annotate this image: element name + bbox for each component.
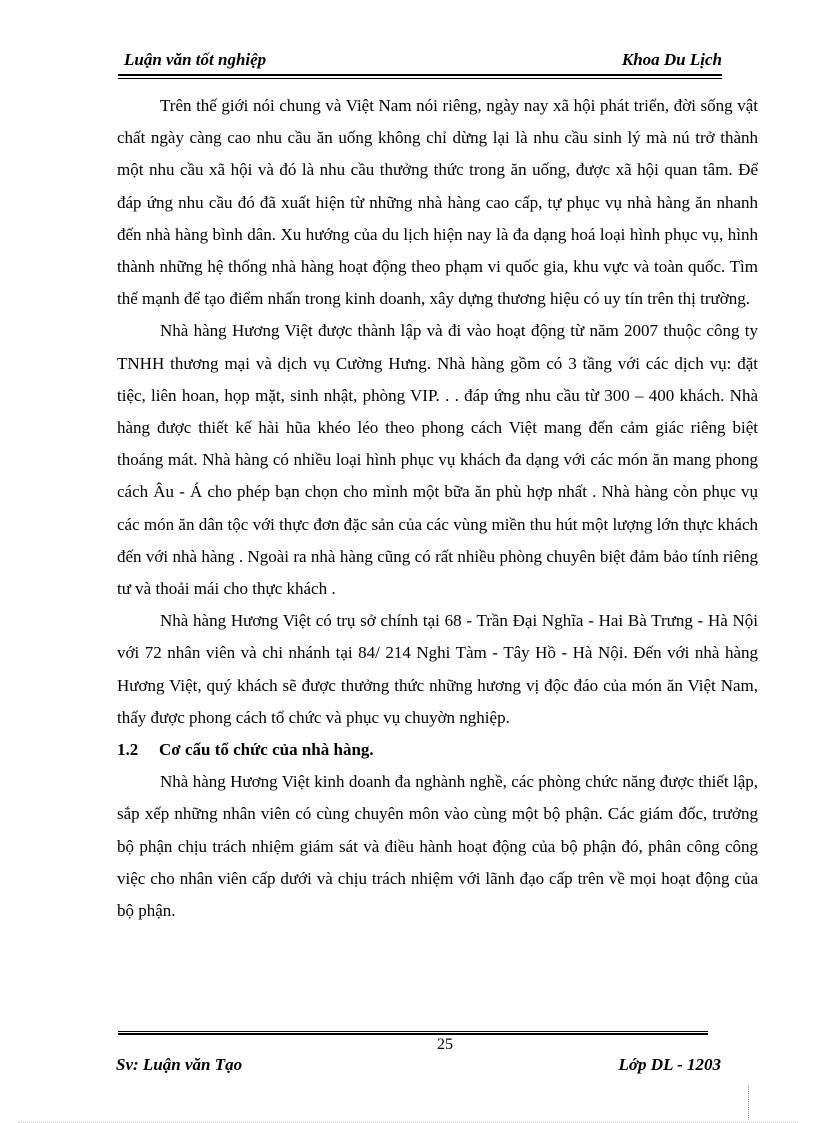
- page-header: [124, 50, 722, 72]
- header-rule-thick: [118, 74, 722, 76]
- page-footer: [116, 1055, 721, 1077]
- footer-student-name: Sv: Luận văn Tạo: [116, 1055, 243, 1074]
- header-faculty: Khoa Du Lịch: [621, 50, 722, 69]
- crop-mark-vertical: [748, 1085, 749, 1120]
- footer-rule-thick: [118, 1033, 708, 1035]
- paragraph-restaurant-overview: Nhà hàng Hương Việt được thành lập và đi vào hoạt động từ năm 2007 thuộc công ty TNHH thương mại và dịch vụ Cường Hưng. Nhà hàng gồm có 3 tầng với các dịch vụ: đặt tiệc, liên hoan, họp mặt, sinh nhật, phòng VIP. . . đáp ứng nhu cầu từ 300 – 400 khách. Nhà hàng được thiết kế hài hũa khéo léo theo phong cách Việt mang đến cảm giác riêng biệt thoáng mát. Nhà hàng có nhiều loại hình phục vụ khách đa dạng với các món ăn mang phong cách Âu - Á cho phép bạn chọn cho mình một bữa ăn phù hợp nhất . Nhà hàng còn phục vụ các món ăn dân tộc với thực đơn đặc sản của các vùng miền thu hút một lượng lớn thực khách đến với nhà hàng . Ngoài ra nhà hàng cũng có rất nhiều phòng chuyên biệt đảm bảo tính riêng tư và thoải mái cho thực khách .: [117, 321, 758, 599]
- page-number: 25: [437, 1036, 453, 1053]
- section-heading: [117, 734, 758, 766]
- header-rule-thin: [118, 78, 722, 79]
- section-title: Cơ cấu tổ chức của nhà hàng.: [159, 740, 374, 760]
- paragraph-restaurant-address: Nhà hàng Hương Việt có trụ sở chính tại 68 - Trần Đại Nghĩa - Hai Bà Trưng - Hà Nội với 72 nhân viên và chi nhánh tại 84/ 214 Nghi Tàm - Tây Hồ - Hà Nội. Đến với nhà hàng Hương Việt, quý khách sẽ được thưởng thức những hương vị độc đáo của món ăn Việt Nam, thấy được phong cách tổ chức và phục vụ chuyờn nghiệp.: [117, 611, 758, 727]
- header-thesis-title: Luận văn tốt nghiệp: [124, 50, 267, 69]
- page-body: [117, 90, 758, 927]
- paragraph-intro: Trên thế giới nói chung và Việt Nam nói riêng, ngày nay xã hội phát triển, đời sống vật chất ngày càng cao nhu cầu ăn uống không chỉ dừng lại là nhu cầu sinh lý mà nú trở thành một nhu cầu xã hội và đó là nhu cầu thưởng thức trong ăn uống, được xã hội quan tâm. Để đáp ứng nhu cầu đó đã xuất hiện từ những nhà hàng cao cấp, tự phục vụ nhà hàng ăn nhanh đến nhà hàng bình dân. Xu hướng của du lịch hiện nay là đa dạng hoá loại hình phục vụ, hình thành những hệ thống nhà hàng hoạt động theo phạm vi quốc gia, khu vực và toàn quốc. Tìm thế mạnh để tạo điểm nhấn trong kinh doanh, xây dựng thương hiệu có uy tín trên thị trường.: [117, 96, 758, 309]
- section-number: 1.2: [117, 740, 139, 760]
- footer-class: Lớp DL - 1203: [618, 1055, 721, 1074]
- footer-rule-thin: [118, 1031, 708, 1032]
- paragraph-organization: Nhà hàng Hương Việt kinh doanh đa nghành nghề, các phòng chức năng được thiết lập, sắp xếp những nhân viên có cùng chuyên môn vào cùng một bộ phận. Các giám đốc, trưởng bộ phận chịu trách nhiệm giám sát và điều hành hoạt động của bộ phận đó, phân công công việc cho nhân viên cấp dưới và chịu trách nhiệm với lãnh đạo cấp trên về mọi hoạt động của bộ phận.: [117, 772, 758, 921]
